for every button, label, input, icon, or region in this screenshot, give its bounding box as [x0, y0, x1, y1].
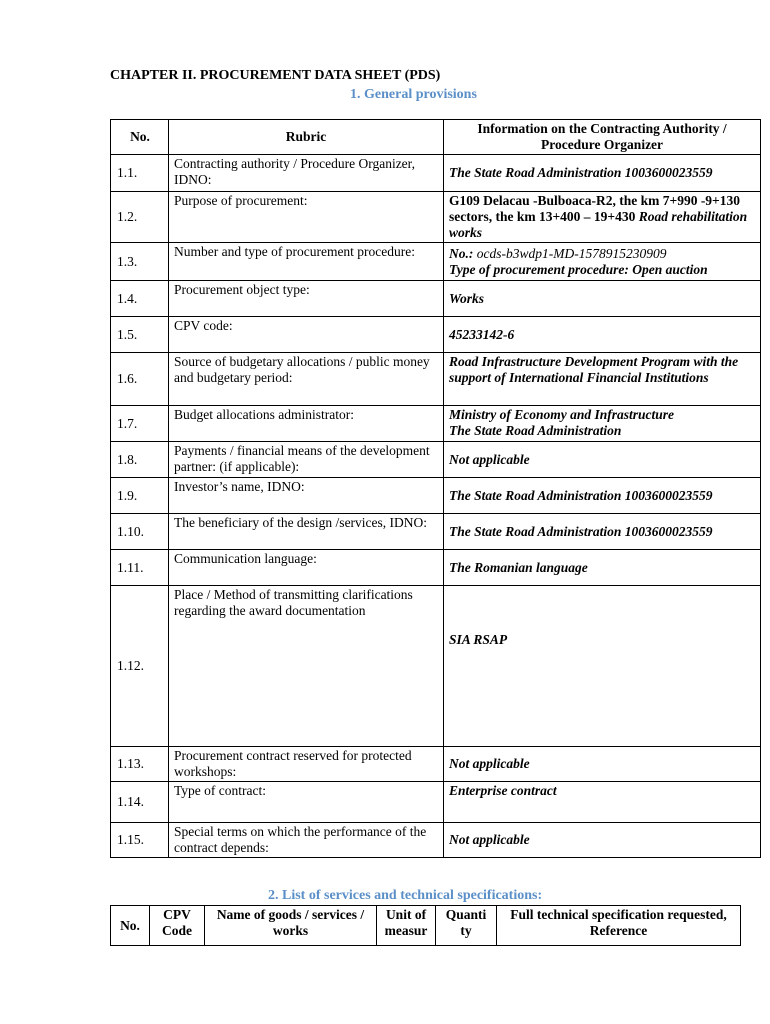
- procedure-number-value: ocds-b3wdp1-MD-1578915230909: [473, 245, 667, 261]
- row-info: SIA RSAP: [444, 586, 761, 747]
- procurement-data-sheet-table: [110, 119, 761, 858]
- row-number: 1.1.: [111, 155, 169, 192]
- row-rubric: Type of contract:: [169, 782, 444, 823]
- table-row: [111, 353, 761, 406]
- row-info: [444, 192, 761, 243]
- table-row: [111, 823, 761, 858]
- header-no: No.: [111, 906, 150, 946]
- table-row: [111, 406, 761, 442]
- row-rubric: Procurement contract reserved for protected workshops:: [169, 747, 444, 782]
- row-info: The State Road Administration 1003600023559: [444, 478, 761, 514]
- row-rubric: Number and type of procurement procedure:: [169, 243, 444, 281]
- row-info: 45233142-6: [444, 317, 761, 353]
- row-number: 1.6.: [111, 353, 169, 406]
- row-info: [444, 406, 761, 442]
- row-rubric: Procurement object type:: [169, 281, 444, 317]
- row-info: Works: [444, 281, 761, 317]
- row-number: 1.3.: [111, 243, 169, 281]
- table-row: [111, 747, 761, 782]
- row-rubric: Investor’s name, IDNO:: [169, 478, 444, 514]
- row-info: Not applicable: [444, 823, 761, 858]
- row-rubric: Place / Method of transmitting clarifications regarding the award documentation: [169, 586, 444, 747]
- section-2-title: 2. List of services and technical specifications:: [268, 888, 543, 903]
- table-row: [111, 478, 761, 514]
- table-row: [111, 317, 761, 353]
- table-row: [111, 155, 761, 192]
- table-row: [111, 442, 761, 478]
- procedure-number-label: No.:: [449, 245, 474, 261]
- row-info: Enterprise contract: [444, 782, 761, 823]
- row-info: Road Infrastructure Development Program with the support of International Financial Institutions: [444, 353, 761, 406]
- row-number: 1.5.: [111, 317, 169, 353]
- row-rubric: Payments / financial means of the development partner: (if applicable):: [169, 442, 444, 478]
- row-rubric: CPV code:: [169, 317, 444, 353]
- purpose-sectors: G109 Delacau -Bulboaca-R2, the km 7+990 -9+130 sectors, the km 13+400 – 19+430: [449, 193, 741, 224]
- table-row: [111, 243, 761, 281]
- row-number: 1.4.: [111, 281, 169, 317]
- row-rubric: Source of budgetary allocations / public money and budgetary period:: [169, 353, 444, 406]
- table-row: [111, 514, 761, 550]
- procedure-type: Type of procurement procedure: Open auction: [449, 261, 708, 277]
- header-quantity: Quanti ty: [436, 906, 497, 946]
- row-number: 1.7.: [111, 406, 169, 442]
- table-row: [111, 782, 761, 823]
- row-number: 1.11.: [111, 550, 169, 586]
- table-row: [111, 586, 761, 747]
- section-1-title: 1. General provisions: [350, 87, 477, 102]
- row-rubric: The beneficiary of the design /services, IDNO:: [169, 514, 444, 550]
- row-number: 1.12.: [111, 586, 169, 747]
- header-unit: Unit of measur: [377, 906, 436, 946]
- header-rubric: Rubric: [169, 120, 444, 155]
- row-rubric: Contracting authority / Procedure Organizer, IDNO:: [169, 155, 444, 192]
- row-rubric: Purpose of procurement:: [169, 192, 444, 243]
- row-number: 1.10.: [111, 514, 169, 550]
- table-header-row: [111, 906, 741, 946]
- table-row: [111, 550, 761, 586]
- row-rubric: Communication language:: [169, 550, 444, 586]
- row-number: 1.13.: [111, 747, 169, 782]
- table-header-row: [111, 120, 761, 155]
- row-info: Not applicable: [444, 747, 761, 782]
- header-cpv-code: CPV Code: [150, 906, 205, 946]
- row-info: [444, 243, 761, 281]
- header-name: Name of goods / services / works: [205, 906, 377, 946]
- row-info: The State Road Administration 1003600023559: [444, 514, 761, 550]
- row-info: The Romanian language: [444, 550, 761, 586]
- row-rubric: Special terms on which the performance of the contract depends:: [169, 823, 444, 858]
- row-info: The State Road Administration 1003600023559: [444, 155, 761, 192]
- row-number: 1.15.: [111, 823, 169, 858]
- services-list-table: [110, 905, 741, 946]
- row-number: 1.14.: [111, 782, 169, 823]
- row-number: 1.2.: [111, 192, 169, 243]
- row-info: Not applicable: [444, 442, 761, 478]
- header-specification: Full technical specification requested, Reference: [497, 906, 741, 946]
- budget-administrator-2: The State Road Administration: [449, 423, 622, 438]
- chapter-title: CHAPTER II. PROCUREMENT DATA SHEET (PDS): [110, 68, 441, 83]
- row-number: 1.9.: [111, 478, 169, 514]
- budget-administrator: Ministry of Economy and Infrastructure: [449, 407, 675, 422]
- table-row: [111, 281, 761, 317]
- row-number: 1.8.: [111, 442, 169, 478]
- row-rubric: Budget allocations administrator:: [169, 406, 444, 442]
- header-no: No.: [111, 120, 169, 155]
- table-row: [111, 192, 761, 243]
- purpose-works: Road rehabilitation works: [449, 209, 748, 240]
- header-info: Information on the Contracting Authority / Procedure Organizer: [444, 120, 761, 155]
